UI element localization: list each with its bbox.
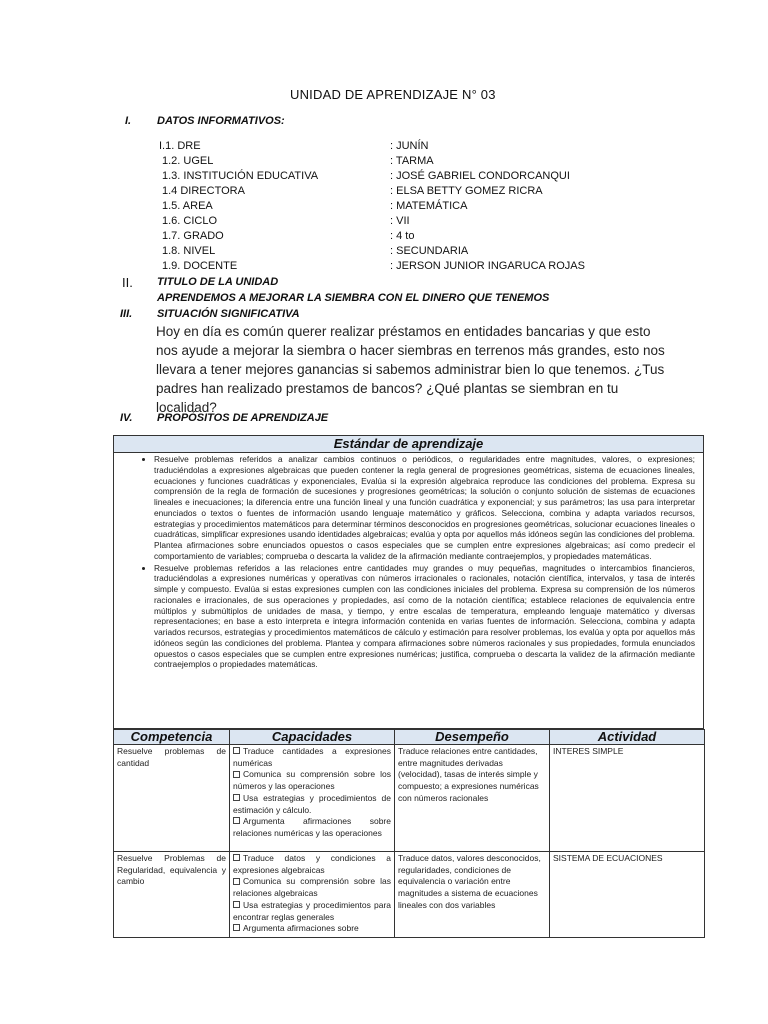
capacity-item: Usa estrategias y procedimientos para encontrar reglas generales <box>233 899 391 922</box>
info-key: 1.9. DOCENTE <box>162 260 238 272</box>
competencia-cell: Resuelve problemas de cantidad <box>114 745 230 852</box>
capacidades-cell <box>230 745 395 852</box>
info-value: : MATEMÁTICA <box>390 200 468 212</box>
section-3-number: III. <box>120 308 133 320</box>
info-key: 1.2. UGEL <box>162 155 214 167</box>
capacity-item: Traduce cantidades a expresiones numéricas <box>233 746 391 768</box>
actividad-cell: INTERES SIMPLE <box>550 745 705 852</box>
standard-list <box>114 453 703 670</box>
info-value: : JUNÍN <box>390 140 429 152</box>
section-1-label: DATOS INFORMATIVOS: <box>157 115 285 127</box>
checkbox-icon <box>233 878 240 885</box>
page-title: UNIDAD DE APRENDIZAJE N° 03 <box>290 87 496 102</box>
section-3-label: SITUACIÓN SIGNIFICATIVA <box>157 308 300 320</box>
standard-item: • Resuelve problemas referidos a analizar cambios continuos o periódicos, o regularidades entre magnitudes, valores, o expresiones; traduciéndolas a expresiones algebraicas que pueden contener la regla general de progresiones geométricas, sistema de ecuaciones lineales, ecuaciones y funciones cuadráticas y exponenciales, Evalúa si la expresión algebraica reproduce las condiciones del problema. Expresa su comprensión de la regla de formación de sucesiones y progresiones geométricas; la solución o conjunto solución de sistemas de ecuaciones lineales e inecuaciones; la diferencia entre una función lineal y una función cuadrática y exponencial; y sus parámetros; las usa para interpretar enunciados o textos o fuentes de información usando lenguaje matemático y gráficos. Selecciona, combina y adapta variados recursos, estrategias y procedimientos matemáticos para determinar términos desconocidos en progresiones geométricas, solucionar ecuaciones lineales o cuadráticas, simplificar expresiones usando identidades algebraicas; evalúa y opta por aquellos más idóneos según las condiciones del problema. Plantea afirmaciones sobre enunciados opuestos o casos especiales que se cumplen entre expresiones algebraicas; así como predecir el comportamiento de variables; comprueba o descarta la validez de la afirmación mediante contraejemplos, y propiedades matemáticas. <box>154 454 695 562</box>
checkbox-icon <box>233 771 240 778</box>
info-value: : SECUNDARIA <box>390 245 469 257</box>
info-value: : ELSA BETTY GOMEZ RICRA <box>390 185 543 197</box>
actividad-cell: SISTEMA DE ECUACIONES <box>550 852 705 938</box>
header-actividad: Actividad <box>550 730 705 745</box>
checkbox-icon <box>233 854 240 861</box>
standard-item: • Resuelve problemas referidos a las relaciones entre cantidades muy grandes o muy pequeñas, magnitudes o intercambios financieros, traduciéndolas a expresiones numéricas y operativas con números irracionales o racionales, notación científica, intervalos, y tasa de interés simple y compuesto. Evalúa si estas expresiones cumplen con las condiciones iniciales del problema. Expresa su comprensión de los números racionales e irracionales, de sus operaciones y propiedades, así como de la notación científica; establece relaciones de equivalencia entre múltiplos y submúltiplos de unidades de masa, y tiempo, y entre escalas de temperatura, empleando lenguaje matemático y diversas representaciones; en base a esto interpreta e integra información contenida en varias fuentes de información. Selecciona, combina y adapta variados recursos, estrategias y procedimientos matemáticos de cálculo y estimación para resolver problemas, los evalúa y opta por aquellos más idóneos según las condiciones del problema. Plantea y compara afirmaciones sobre números racionales y sus propiedades, formula enunciados opuestos o casos especiales que se cumplen entre expresiones numéricas; justifica, comprueba o descarta la validez de la afirmación mediante contraejemplos o propiedades matemáticas. <box>154 563 695 671</box>
info-key: 1.8. NIVEL <box>162 245 216 257</box>
table-row <box>114 852 705 938</box>
capacity-item: Argumenta afirmaciones sobre relaciones numéricas y las operaciones <box>233 816 391 838</box>
info-value: : JERSON JUNIOR INGARUCA ROJAS <box>390 260 585 272</box>
checkbox-icon <box>233 747 240 754</box>
info-value: : JOSÉ GABRIEL CONDORCANQUI <box>390 170 570 182</box>
capacity-item: Argumenta afirmaciones sobre <box>233 923 391 935</box>
capacidades-cell <box>230 852 395 938</box>
checkbox-icon <box>233 794 240 801</box>
section-2-number: II. <box>122 275 133 290</box>
info-key: 1.6. CICLO <box>162 215 218 227</box>
info-key: I.1. DRE <box>159 140 201 152</box>
header-desempeno: Desempeño <box>395 730 550 745</box>
info-value: : 4 to <box>390 230 415 242</box>
capacity-item: Usa estrategias y procedimientos de estimación y cálculo. <box>233 792 391 815</box>
table-header-row <box>114 730 705 745</box>
info-key: 1.7. GRADO <box>162 230 224 242</box>
info-value: : TARMA <box>390 155 434 167</box>
capacity-item: Traduce datos y condiciones a expresiones algebraicas <box>233 853 391 875</box>
competencia-cell: Resuelve Problemas de Regularidad, equivalencia y cambio <box>114 852 230 938</box>
info-value: : VII <box>390 215 410 227</box>
section-2-label: TITULO DE LA UNIDAD <box>157 276 279 288</box>
standard-header: Estándar de aprendizaje <box>114 436 703 453</box>
info-key: 1.3. INSTITUCIÓN EDUCATIVA <box>162 170 319 182</box>
header-competencia: Competencia <box>114 730 230 745</box>
header-capacidades: Capacidades <box>230 730 395 745</box>
info-key: 1.5. AREA <box>162 200 213 212</box>
section-4-number: IV. <box>120 412 133 424</box>
desempeno-cell: Traduce relaciones entre cantidades, entre magnitudes derivadas (velocidad), tasas de interés simple y compuesto; a expresiones numéricas con números racionales <box>395 745 550 852</box>
section-1-number: I. <box>125 115 132 127</box>
info-key: 1.4 DIRECTORA <box>162 185 245 197</box>
standard-table <box>113 435 704 729</box>
checkbox-icon <box>233 817 240 824</box>
table-row <box>114 745 705 852</box>
situation-paragraph: Hoy en día es común querer realizar préstamos en entidades bancarias y que esto nos ayude a mejorar la siembra o hacer siembras en terrenos más grandes, esto nos llevara a tener mejores ganancias si sabemos administrar bien lo que tenemos. ¿Tus padres han realizado prestamos de bancos? ¿Qué plantas se siembran en tu localidad? <box>156 324 665 415</box>
checkbox-icon <box>233 924 240 931</box>
section-4-label: PROPÓSITOS DE APRENDIZAJE <box>157 412 329 424</box>
competency-table <box>113 729 705 938</box>
desempeno-cell: Traduce datos, valores desconocidos, regularidades, condiciones de equivalencia o variación entre magnitudes a sistema de ecuaciones lineales con dos variables <box>395 852 550 938</box>
capacity-item: Comunica su comprensión sobre los números y las operaciones <box>233 769 391 792</box>
checkbox-icon <box>233 901 240 908</box>
unit-title: APRENDEMOS A MEJORAR LA SIEMBRA CON EL DINERO QUE TENEMOS <box>157 292 550 304</box>
capacity-item: Comunica su comprensión sobre las relaciones algebraicas <box>233 876 391 899</box>
